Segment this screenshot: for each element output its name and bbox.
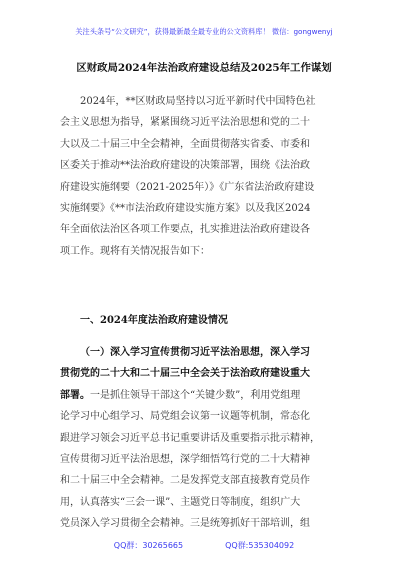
subsection-line: 和二十届三中全会精神。二是发挥党支部直接教育党员作	[60, 475, 310, 487]
intro-line: 会主义思想为指导，紧紧围绕习近平法治思想和党的二十	[60, 117, 310, 129]
intro-line: 项工作。现将有关情况报告如下：	[60, 245, 210, 257]
intro-line: 府建设实施纲要（2021-2025年）》《广东省法治政府建设	[60, 181, 315, 193]
header-note: 关注头条号“公文研究”，获得最新最全最专业的公文资料库！ 微信：gongwenyj	[75, 27, 333, 36]
subsection-line: （一）深入学习宣传贯彻习近平法治思想，深入学习	[80, 347, 310, 358]
footer	[0, 540, 408, 551]
subsection-line-rest: 一是抓住领导干部这个“关键少数”，利用党组理	[90, 389, 301, 401]
intro-line: 年全面依法治区各项工作要点，扎实推进法治政府建设各	[60, 224, 310, 236]
intro-line: 区委关于推动**法治政府建设的决策部署，围绕《法治政	[60, 160, 310, 172]
intro-line: 实施纲要》《**市法治政府建设实施方案》以及我区2024	[60, 202, 311, 214]
footer-qq-group-1: QQ群：30265665	[113, 541, 184, 550]
subsection-lead-bold: 部署。	[60, 389, 90, 401]
subsection-line: 宣传贯彻习近平法治思想，深学细悟笃行党的二十大精神	[60, 453, 310, 465]
subsection-line: 论学习中心组学习、局党组会议第一议题等机制，常态化	[60, 411, 310, 423]
subsection-line: 跟进学习领会习近平总书记重要讲话及重要指示批示精神，	[60, 432, 320, 444]
subsection-line	[60, 385, 352, 406]
subsection-line: 贯彻党的二十大和二十届三中全会关于法治政府建设重大	[60, 368, 310, 380]
section-heading: 一、2024年度法治政府建设情况	[80, 315, 228, 326]
intro-line: 大以及二十届三中全会精神，全面贯彻落实省委、市委和	[60, 138, 310, 150]
subsection-line: 用，认真落实“三会一课”、主题党日等制度，组织广大	[60, 496, 301, 508]
subsection-line: 党员深入学习贯彻全会精神。三是统筹抓好干部培训，组	[60, 518, 310, 530]
subsection-paragraph	[60, 342, 352, 535]
intro-line: 2024年，**区财政局坚持以习近平新时代中国特色社	[80, 96, 316, 107]
footer-qq-group-2: QQ群:535304092	[225, 541, 295, 550]
document-title: 区财政局2024年法治政府建设总结及2025年工作谋划	[76, 62, 332, 74]
intro-paragraph	[60, 91, 352, 262]
